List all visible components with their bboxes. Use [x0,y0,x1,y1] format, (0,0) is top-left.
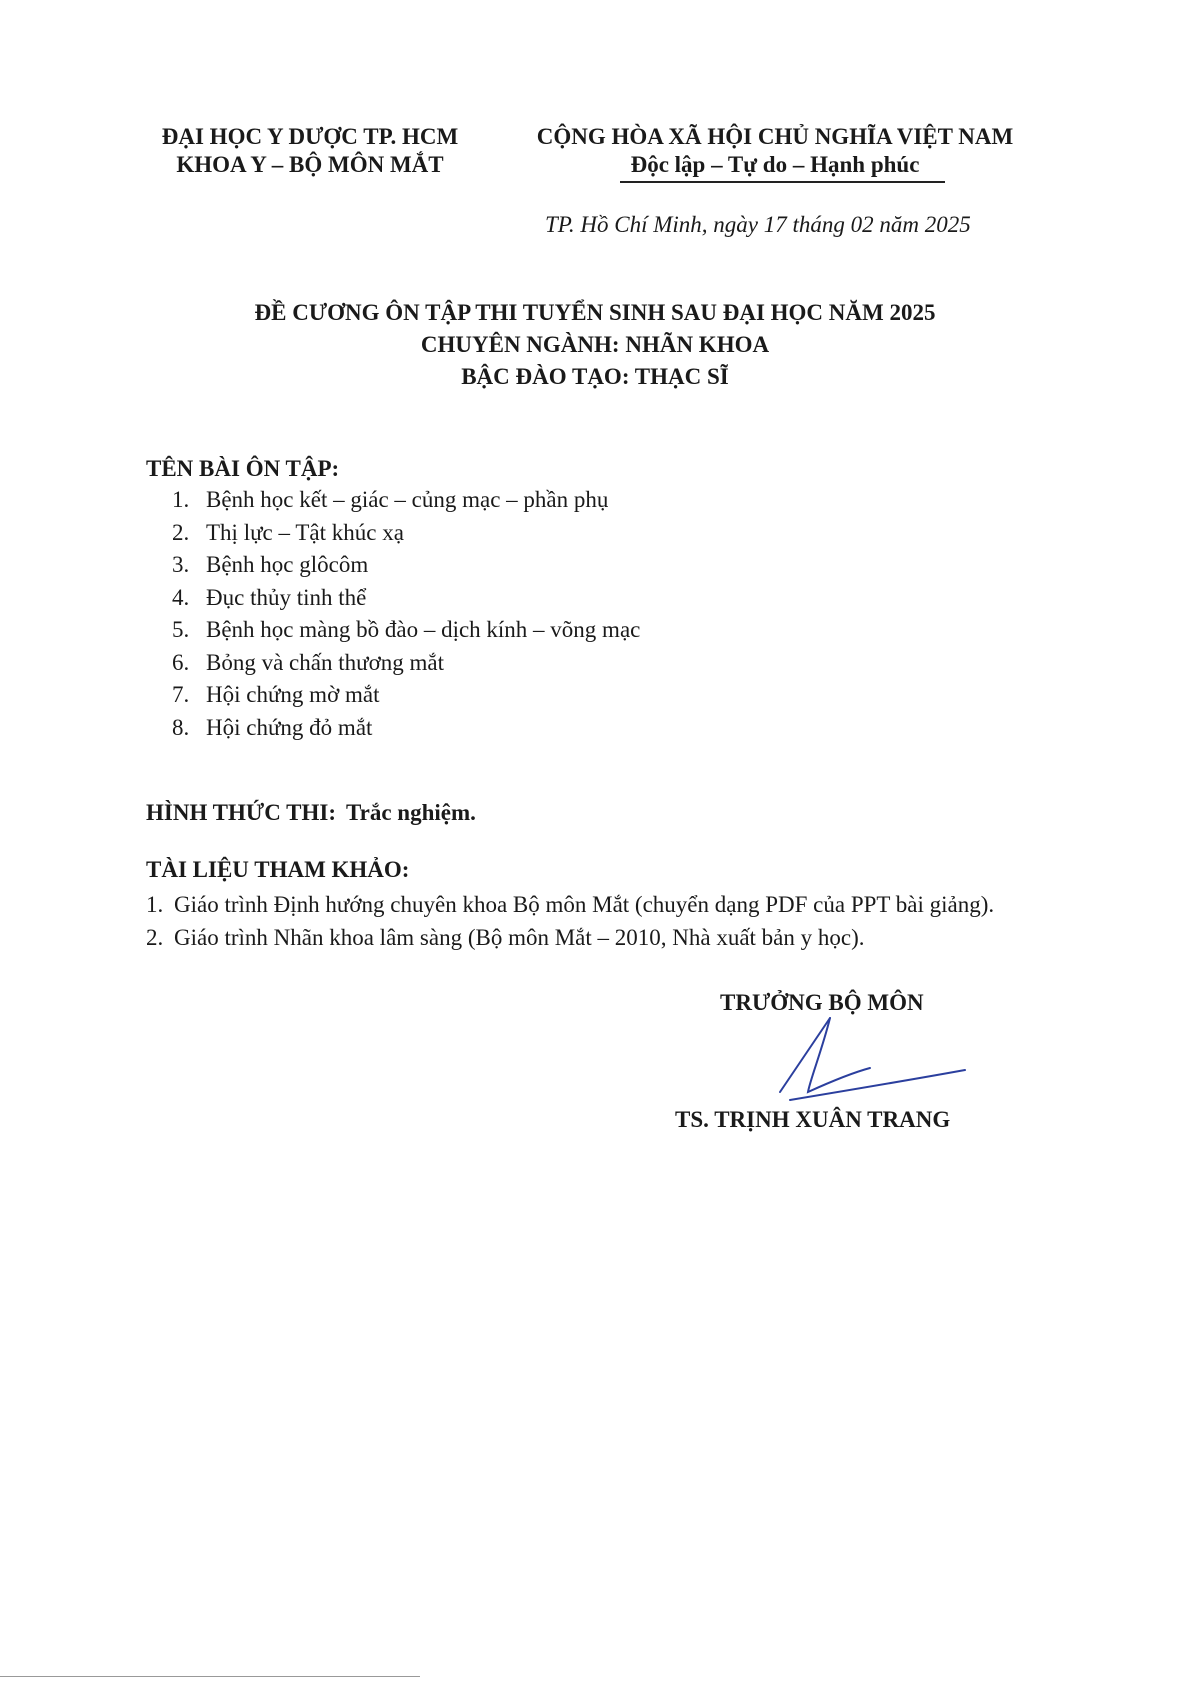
country-name: CỘNG HÒA XÃ HỘI CHỦ NGHĨA VIỆT NAM [536,124,1014,149]
national-motto: Độc lập – Tự do – Hạnh phúc [630,152,920,177]
item-text: Bệnh học glôcôm [206,552,369,577]
list-item [172,582,640,615]
item-number: 1. [146,892,164,917]
item-number: 6. [172,649,190,675]
list-item [172,614,640,647]
list-item [172,712,640,745]
list-item [172,549,640,582]
handwritten-signature [760,1010,970,1120]
item-text: Thị lực – Tật khúc xạ [206,519,404,545]
item-number: 2. [146,924,164,950]
item-text: Bệnh học kết – giác – củng mạc – phần phụ [206,487,609,512]
document-title [140,297,1050,393]
item-text: Bỏng và chấn thương mắt [206,649,444,675]
list-item [172,484,640,517]
signatory-name: TS. TRỊNH XUÂN TRANG [675,1107,951,1132]
exam-format-label: HÌNH THỨC THI: [146,800,336,825]
item-number: 2. [172,519,190,545]
item-number: 1. [172,487,190,512]
exam-format [146,800,476,826]
item-text: Giáo trình Định hướng chuyên khoa Bộ môn Mắt (chuyển dạng PDF của PPT bài giảng). [174,892,995,917]
item-number: 7. [172,682,190,707]
motto-underline [620,181,945,183]
signature-stroke [780,1018,830,1092]
list-item [146,922,994,955]
title-line-2: CHUYÊN NGÀNH: NHÃN KHOA [420,332,770,357]
national-header [515,123,1035,179]
item-number: 5. [172,617,190,642]
list-item [172,647,640,680]
references-list [146,889,994,954]
item-text: Đục thủy tinh thể [206,584,367,610]
footer-rule [0,1676,420,1677]
topics-list [172,484,640,744]
item-number: 4. [172,584,190,610]
date-line: TP. Hồ Chí Minh, ngày 17 tháng 02 năm 2025 [545,212,971,237]
university-name: ĐẠI HỌC Y DƯỢC TP. HCM [161,124,459,149]
item-text: Bệnh học màng bồ đào – dịch kính – võng mạc [206,617,641,642]
list-item [172,679,640,712]
references-heading: TÀI LIỆU THAM KHẢO: [146,857,410,882]
signatory-title: TRƯỞNG BỘ MÔN [720,990,924,1015]
department-name: KHOA Y – BỘ MÔN MẮT [176,152,444,177]
list-item [172,517,640,550]
exam-format-value: Trắc nghiệm. [346,800,476,825]
item-number: 8. [172,714,190,740]
item-text: Hội chứng đỏ mắt [206,714,373,740]
title-line-1: ĐỀ CƯƠNG ÔN TẬP THI TUYỂN SINH SAU ĐẠI HỌC NĂM 2025 [254,300,936,325]
title-line-3: BẬC ĐÀO TẠO: THẠC SĨ [461,364,729,389]
signature-stroke [808,1018,870,1092]
institution-header [140,123,480,179]
list-item [146,889,994,922]
item-number: 3. [172,552,190,577]
item-text: Hội chứng mờ mắt [206,682,380,707]
item-text: Giáo trình Nhãn khoa lâm sàng (Bộ môn Mắt – 2010, Nhà xuất bản y học). [174,924,865,950]
signature-stroke [790,1070,965,1100]
topics-heading: TÊN BÀI ÔN TẬP: [146,456,340,481]
